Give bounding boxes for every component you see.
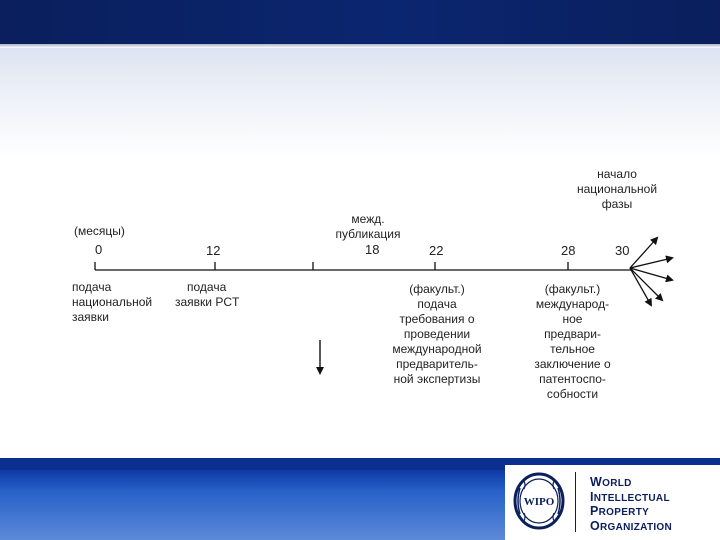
tick-label-0: 0 [95, 242, 103, 257]
tick-label-22: 22 [429, 243, 444, 258]
wordmark-line-2: INTELLECTUAL [590, 489, 670, 504]
intl-publication-label: межд. публикация [335, 212, 401, 241]
wipo-seal-icon [510, 468, 568, 534]
pct-filing-label: подача заявки PCT [175, 280, 240, 309]
tick-label-18: 18 [365, 242, 380, 257]
tick-label-30: 30 [615, 243, 630, 258]
national-filing-label: подача национальной заявки [72, 280, 153, 324]
wordmark-line-4: ORGANIZATION [590, 518, 673, 533]
fan-arrow-1 [630, 238, 657, 268]
iper-label: (факульт.) международ- ное предвари- тельное заключение о патентоспо- собности [534, 282, 611, 401]
fan-arrow-2 [630, 258, 672, 268]
tick-label-28: 28 [561, 243, 576, 258]
national-phase-fan [630, 238, 672, 305]
logo-divider [575, 472, 576, 532]
national-phase-label: начало национальной фазы [576, 167, 658, 211]
tick-label-12: 12 [206, 243, 221, 258]
wordmark-line-1: WORLD [590, 475, 632, 489]
wipo-wordmark [590, 476, 715, 534]
svg-text:WIPO: WIPO [523, 496, 555, 508]
demand-label: (факульт.) подача требования о проведении международной предваритель- ной экспертизы [392, 282, 482, 386]
months-unit-label: (месяцы) [74, 224, 125, 238]
wordmark-line-3: PROPERTY [590, 504, 650, 518]
